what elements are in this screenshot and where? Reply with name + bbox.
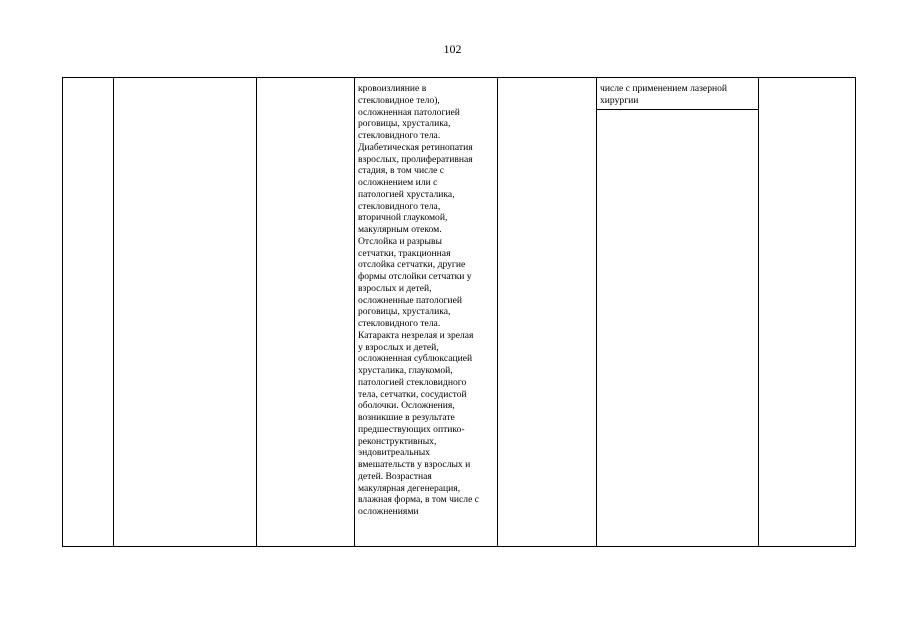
document-table	[62, 77, 856, 547]
table-cell-diagnosis	[355, 78, 498, 547]
table-row	[63, 78, 856, 547]
cell-text	[63, 78, 113, 83]
table-cell-treatment-method	[597, 78, 759, 547]
cell-text	[114, 78, 256, 83]
diagnosis-text: кровоизлияние в стекловидное тело), осложненная патологией роговицы, хрусталика, стекловидного тела. Диабетическая ретинопатия взрослых, пролиферативная стадия, в том числе с осложнением или с патологией хрусталика, стекловидного тела, вторичной глаукомой, макулярным отеком. Отслойка и разрывы сетчатки, тракционная отслойка сетчатки, другие формы отслойки сетчатки у взрослых и детей, осложненные патологией роговицы, хрусталика, стекловидного тела. Катаракта незрелая и зрелая у взрослых и детей, осложненная сублюксацией хрусталика, глаукомой, патологией стекловидного тела, сетчатки, сосудистой оболочки. Осложнения, возникшие в результате предшествующих оптико- реконструктивных, эндовитреальных вмешательств у взрослых и детей. Возрастная макулярная дегенерация, влажная форма, в том числе с осложнениями	[358, 83, 480, 517]
treatment-method-text: числе с применением лазерной хирургии	[597, 78, 758, 110]
cell-text	[257, 78, 354, 83]
page-number: 102	[443, 42, 462, 56]
table-cell-number	[63, 78, 114, 547]
table-cell-patient-model	[498, 78, 597, 547]
split-cell	[597, 78, 758, 546]
cell-text	[498, 78, 596, 83]
cell-text	[759, 78, 855, 83]
table-cell-profile	[114, 78, 257, 547]
table-cell-cost	[759, 78, 856, 547]
table-cell-code	[257, 78, 355, 547]
